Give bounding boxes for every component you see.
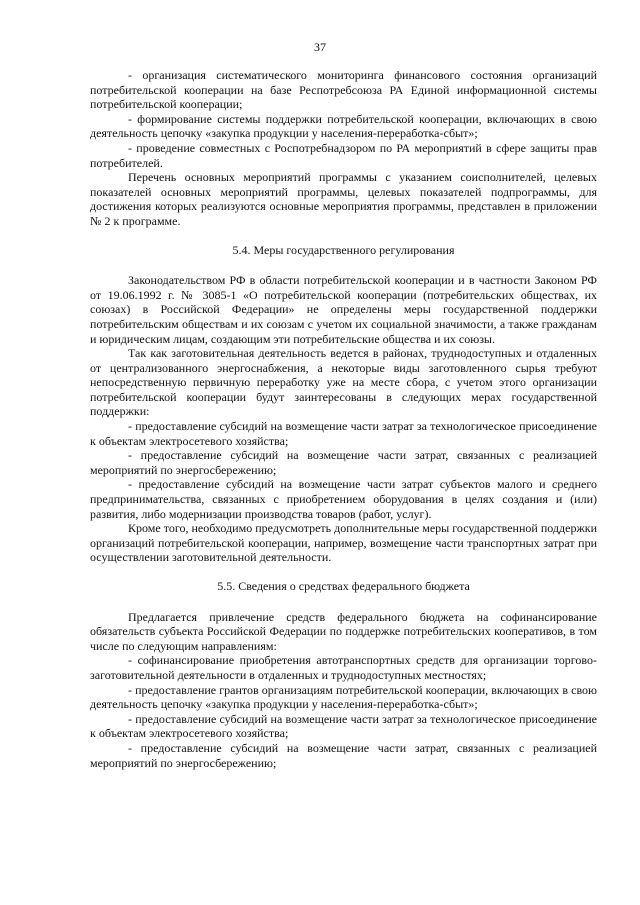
paragraph: - предоставление субсидий на возмещение части затрат субъектов малого и среднего предпринимательства, связанных с приобретением оборудования в целях создания и (или) развития, либо модернизации производства товаров (работ, услуг).: [90, 477, 597, 521]
paragraph: Перечень основных мероприятий программы с указанием соисполнителей, целевых показателей основных мероприятий программы, целевых показателей подпрограммы, для достижения которых реализуются основные мероприятия программы, представлен в приложении № 2 к программе.: [90, 170, 597, 228]
paragraph: - предоставление грантов организациям потребительской кооперации, включающих в свою деятельность цепочку «закупка продукции у населения-переработка-сбыт»;: [90, 682, 597, 712]
paragraph: Так как заготовительная деятельность ведется в районах, труднодоступных и отдаленных от централизованного энергоснабжения, а некоторые виды заготовленного сырья требуют непосредственную первичную переработку уже на месте сбора, с учетом этого организации потребительской кооперации будут заинтересованы в следующих мерах государственной поддержки:: [90, 346, 597, 419]
paragraph: - проведение совместных с Роспотребнадзором по РА мероприятий в сфере защиты прав потребителей.: [90, 140, 597, 170]
section-heading-5-5: 5.5. Сведения о средствах федерального бюджета: [217, 579, 470, 593]
paragraph: Законодательством РФ в области потребительской кооперации и в частности Законом РФ от 19.06.1992 г. № 3085-1 «О потребительской кооперации (потребительских обществах, их союзах) в Российской Федерации» не определены меры государственной поддержки потребительским обществам и их союзам с учетом их социальной значимости, а также гражданам и юридическим лицам, создающим эти потребительские общества и их союзы.: [90, 273, 597, 346]
paragraph: - предоставление субсидий на возмещение части затрат за технологическое присоединение к объектам электросетевого хозяйства;: [90, 419, 597, 448]
page-number: 37: [314, 40, 326, 54]
paragraph: - предоставление субсидий на возмещение части затрат, связанных с реализацией мероприятий по энергосбережению;: [90, 448, 597, 477]
document-body: [90, 68, 597, 770]
paragraph: - предоставление субсидий на возмещение части затрат за технологическое присоединение к объектам электросетевого хозяйства;: [90, 711, 597, 741]
section-heading-5-4: 5.4. Меры государственного регулирования: [232, 242, 455, 257]
paragraph: - организация систематического мониторинга финансового состояния организаций потребительской кооперации на базе Респотребсоюза РА Единой информационной системы потребительской кооперации;: [90, 68, 597, 112]
paragraph: - формирование системы поддержки потребительской кооперации, включающих в свою деятельность цепочку «закупка продукции у населения-переработка-сбыт»;: [90, 111, 597, 141]
paragraph: - предоставление субсидий на возмещение части затрат, связанных с реализацией мероприятий по энергосбережению;: [90, 740, 597, 770]
paragraph: - софинансирование приобретения автотранспортных средств для организации торгово-заготовительной деятельности в отдаленных и труднодоступных местностях;: [90, 653, 597, 682]
paragraph: Предлагается привлечение средств федерального бюджета на софинансирование обязательств субъекта Российской Федерации по поддержке потребительских кооперативов, в том числе по следующим направлениям:: [90, 609, 597, 653]
paragraph: Кроме того, необходимо предусмотреть дополнительные меры государственной поддержки организаций потребительской кооперации, например, возмещение части транспортных затрат при осуществлении заготовительной деятельности.: [90, 521, 597, 565]
